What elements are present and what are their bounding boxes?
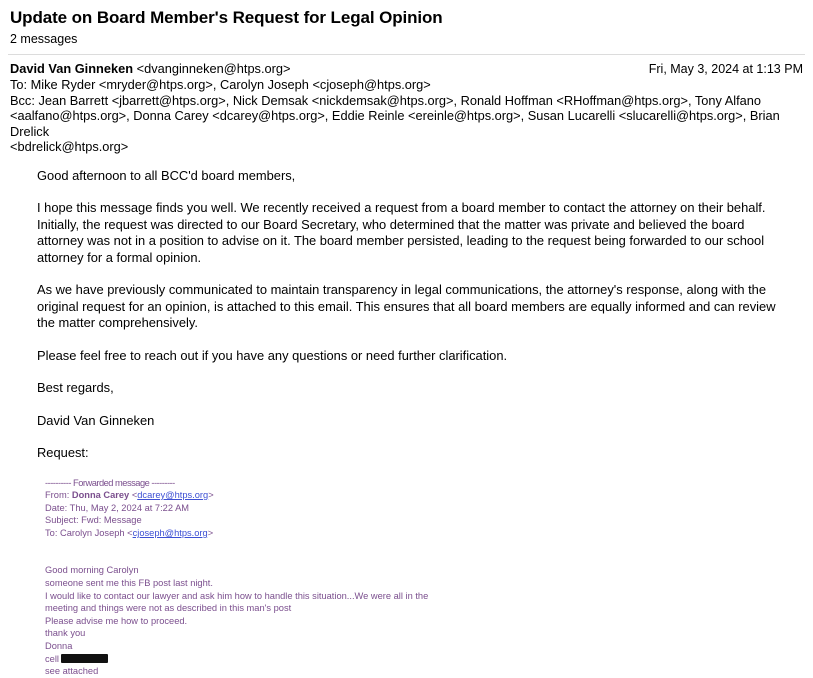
message-count: 2 messages	[10, 32, 78, 46]
body-greeting: Good afternoon to all BCC'd board members,	[37, 167, 296, 183]
message-header	[8, 55, 805, 155]
forwarded-body-line: Please advise me how to proceed.	[45, 615, 188, 626]
forwarded-cell-label: cell	[45, 653, 59, 664]
body-paragraph-2: As we have previously communicated to maintain transparency in legal communications, the attorney's response, along with the original request for an opinion, is attached to this email. This ensures that all board members are equally informed and can review the matter comprehensively.	[37, 282, 776, 330]
body-paragraph-3: Please feel free to reach out if you have any questions or need further clarification.	[37, 347, 508, 363]
forwarded-from-name: Donna Carey	[71, 490, 130, 501]
forwarded-body-line: Good morning Carolyn	[45, 565, 139, 576]
request-label: Request:	[37, 445, 89, 460]
forwarded-to-bracket-close: >	[207, 527, 214, 538]
forwarded-spacer	[45, 539, 791, 564]
message-body	[8, 155, 805, 678]
recipients-to: To: Mike Ryder <mryder@htps.org>, Carolyn Joseph <cjoseph@htps.org>	[10, 77, 431, 92]
forwarded-to-line	[45, 527, 791, 540]
forwarded-cell-line	[45, 653, 791, 666]
forwarded-message-block	[37, 477, 791, 678]
forwarded-to-label: To: Carolyn Joseph <	[45, 527, 133, 538]
sender-name: David Van Ginneken	[10, 61, 134, 76]
forwarded-to-email-link[interactable]: cjoseph@htps.org	[132, 527, 208, 538]
recipients-bcc-line-1: Bcc: Jean Barrett <jbarrett@htps.org>, Nick Demsak <nickdemsak@htps.org>, Ronald Hoffman <RHoffman@htps.org>, Tony Alfano	[10, 92, 761, 108]
message-timestamp: Fri, May 3, 2024 at 1:13 PM	[648, 62, 803, 76]
forwarded-from-bracket-open: <	[129, 490, 138, 501]
forwarded-from-bracket-close: >	[208, 490, 214, 501]
recipients-bcc-line-2: <aalfano@htps.org>, Donna Carey <dcarey@htps.org>, Eddie Reinle <ereinle@htps.org>, Susan Lucarelli <slucarelli@htps.org>, Brian Drelick	[10, 108, 780, 139]
thread-header	[8, 0, 805, 47]
page-title: Update on Board Member's Request for Legal Opinion	[10, 8, 443, 27]
recipients-bcc-line-3: <bdrelick@htps.org>	[10, 139, 129, 154]
forwarded-see-attached: see attached	[45, 666, 99, 677]
forwarded-body-line: I would like to contact our lawyer and ask him how to handle this situation...We were all in the	[45, 590, 429, 601]
body-paragraph-1: I hope this message finds you well. We recently received a request from a board member to contact the attorney on their behalf. Initially, the request was directed to our Board Secretary, who determined that the matter was private and believed the board attorney was not in a position to advise on it. The board member persisted, leading to the request being forwarded to our school attorney for a formal opinion.	[37, 200, 766, 265]
forwarded-body-line: meeting and things were not as described in this man's post	[45, 603, 292, 614]
sender-email: <dvanginneken@htps.org>	[136, 61, 291, 76]
redaction-bar	[61, 654, 108, 663]
forwarded-divider-text: ---------- Forwarded message ---------	[45, 477, 175, 488]
forwarded-body-line: someone sent me this FB post last night.	[45, 578, 213, 589]
body-signature: David Van Ginneken	[37, 412, 155, 428]
forwarded-from-label: From:	[45, 490, 70, 501]
forwarded-body-line: thank you	[45, 628, 86, 639]
body-signoff: Best regards,	[37, 380, 114, 395]
forwarded-from-email-link[interactable]: dcarey@htps.org	[137, 490, 209, 501]
forwarded-from-line	[45, 489, 791, 502]
forwarded-body-line: Donna	[45, 641, 73, 652]
forwarded-subject-line: Subject: Fwd: Message	[45, 515, 142, 526]
forwarded-date-line: Date: Thu, May 2, 2024 at 7:22 AM	[45, 502, 190, 513]
